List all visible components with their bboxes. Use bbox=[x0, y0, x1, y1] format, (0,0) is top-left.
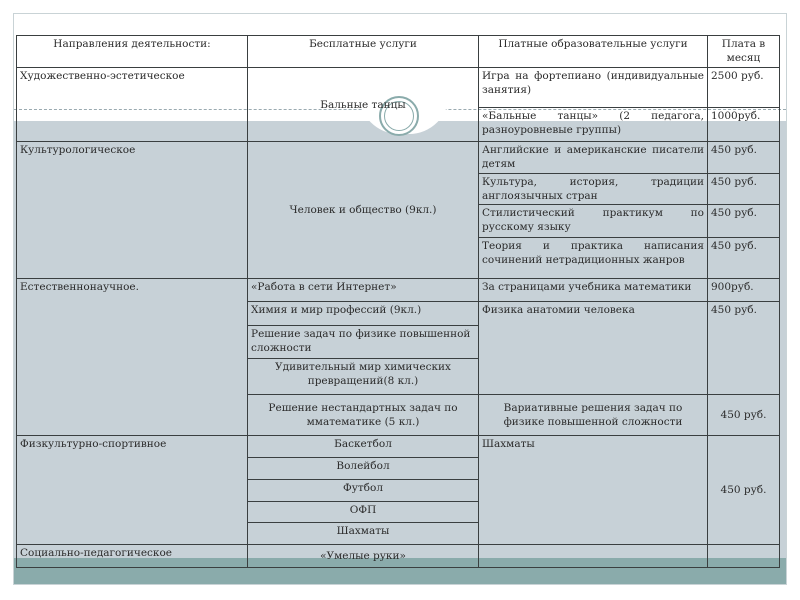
slide bbox=[13, 13, 787, 585]
table-header-row bbox=[17, 36, 780, 68]
direction-cell: Естественнонаучное. bbox=[17, 279, 248, 436]
table-row bbox=[17, 545, 780, 568]
paid-service-cell: Игра на фортепиано (индивидуальные занятия) bbox=[479, 68, 708, 108]
free-service-cell: «Работа в сети Интернет» bbox=[248, 279, 479, 302]
fee-cell: 450 руб. bbox=[708, 174, 780, 205]
header-fee: Плата в месяц bbox=[708, 36, 780, 68]
free-service-cell: Химия и мир профессий (9кл.) bbox=[248, 302, 479, 326]
table-row bbox=[17, 436, 780, 458]
paid-service-cell: Английские и американские писатели детям bbox=[479, 142, 708, 174]
paid-service-cell bbox=[479, 545, 708, 568]
paid-service-cell: Теория и практика написания сочинений нетрадиционных жанров bbox=[479, 238, 708, 279]
direction-cell: Художественно-эстетическое bbox=[17, 68, 248, 142]
fee-cell: 2500 руб. bbox=[708, 68, 780, 108]
paid-service-cell: Шахматы bbox=[479, 436, 708, 545]
paid-service-cell: За страницами учебника математики bbox=[479, 279, 708, 302]
table-row bbox=[17, 279, 780, 302]
direction-cell: Культурологическое bbox=[17, 142, 248, 279]
fee-cell: 450 руб. bbox=[708, 205, 780, 238]
paid-service-cell: Физика анатомии человека bbox=[479, 302, 708, 395]
free-service-cell: «Умелые руки» bbox=[248, 545, 479, 568]
services-table bbox=[16, 35, 780, 568]
free-service-cell: Шахматы bbox=[248, 523, 479, 545]
paid-service-cell: Вариативные решения задач по физике повышенной сложности bbox=[479, 395, 708, 436]
free-service-cell: Решение задач по физике повышенной сложности bbox=[248, 326, 479, 359]
fee-cell: 450 руб. bbox=[708, 142, 780, 174]
paid-service-cell: «Бальные танцы» (2 педагога, разноуровневые группы) bbox=[479, 108, 708, 142]
fee-cell: 450 руб. bbox=[708, 302, 780, 395]
free-service-cell: Волейбол bbox=[248, 458, 479, 480]
header-paid: Платные образовательные услуги bbox=[479, 36, 708, 68]
fee-cell: 450 руб. bbox=[708, 238, 780, 279]
free-service-cell: Удивительный мир химических превращений(8 кл.) bbox=[248, 359, 479, 395]
direction-cell: Социально-педагогическое bbox=[17, 545, 248, 568]
table-row bbox=[17, 142, 780, 174]
fee-cell: 450 руб. bbox=[708, 395, 780, 436]
paid-service-cell: Культура, история, традиции англоязычных стран bbox=[479, 174, 708, 205]
free-service-cell: Футбол bbox=[248, 480, 479, 502]
free-service-cell: Бальные танцы bbox=[248, 68, 479, 142]
paid-service-cell: Стилистический практикум по русскому языку bbox=[479, 205, 708, 238]
table-row bbox=[17, 68, 780, 108]
fee-cell: 900руб. bbox=[708, 279, 780, 302]
free-service-cell: Баскетбол bbox=[248, 436, 479, 458]
fee-cell: 450 руб. bbox=[708, 436, 780, 545]
free-service-cell: ОФП bbox=[248, 502, 479, 523]
fee-cell: 1000руб. bbox=[708, 108, 780, 142]
header-free: Бесплатные услуги bbox=[248, 36, 479, 68]
direction-cell: Физкультурно-спортивное bbox=[17, 436, 248, 545]
header-direction: Направления деятельности: bbox=[17, 36, 248, 68]
fee-cell bbox=[708, 545, 780, 568]
free-service-cell: Решение нестандартных задач по мматематике (5 кл.) bbox=[248, 395, 479, 436]
free-service-cell: Человек и общество (9кл.) bbox=[248, 142, 479, 279]
